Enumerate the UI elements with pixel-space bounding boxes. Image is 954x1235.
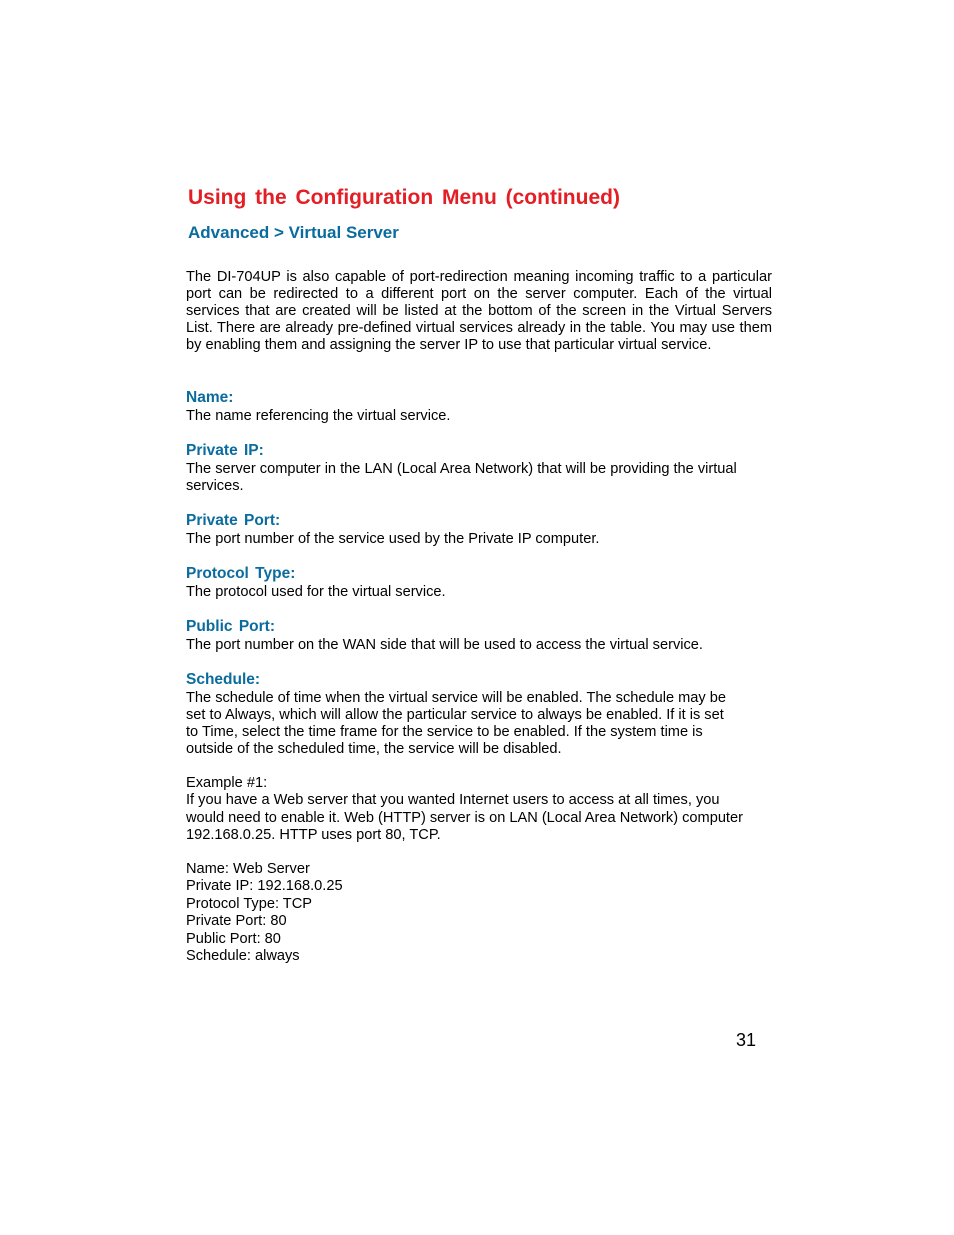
schedule-description-line: set to Always, which will allow the particular service to always be enabled. If it is set: [186, 707, 724, 723]
example-label: Example #1:: [186, 775, 268, 791]
setting-line: Schedule: always: [186, 948, 300, 965]
example-line: If you have a Web server that you wanted Internet users to access at all times, you: [186, 792, 720, 809]
setting-line: Name: Web Server: [186, 861, 310, 877]
section-subtitle: Advanced > Virtual Server: [188, 223, 399, 242]
intro-paragraph: The DI-704UP is also capable of port-redirection meaning incoming traffic to a particular port can be redirected to a different port on the server computer. Each of the virtual services that are created will be listed at the bottom of the screen in the Virtual Servers List. There are already pre-defined virtual services already in the table. You may use them by enabling them and assigning the server IP to use that particular virtual service.: [186, 269, 772, 353]
private-ip-description-line: The server computer in the LAN (Local Area Network) that will be providing the virtual: [186, 461, 737, 477]
setting-line: Public Port: 80: [186, 930, 281, 947]
private-ip-heading: Private IP:: [186, 442, 264, 459]
setting-line: Protocol Type: TCP: [186, 895, 312, 912]
private-ip-description: [186, 461, 776, 495]
name-heading: Name:: [186, 389, 234, 406]
protocol-type-heading: Protocol Type:: [186, 565, 296, 582]
example-line: 192.168.0.25. HTTP uses port 80, TCP.: [186, 827, 441, 844]
schedule-description-line: to Time, select the time frame for the service to be enabled. If the system time is: [186, 724, 703, 740]
public-port-description-line: The port number on the WAN side that will be used to access the virtual service.: [186, 637, 703, 653]
private-port-description-line: The port number of the service used by the Private IP computer.: [186, 531, 600, 547]
schedule-description-line: The schedule of time when the virtual service will be enabled. The schedule may be: [186, 690, 726, 706]
name-description-line: The name referencing the virtual service.: [186, 408, 451, 424]
public-port-description: [186, 637, 776, 654]
protocol-type-description: [186, 584, 776, 601]
page-number: 31: [736, 1030, 757, 1050]
protocol-type-description-line: The protocol used for the virtual service.: [186, 584, 446, 600]
setting-line: Private Port: 80: [186, 913, 287, 930]
schedule-description-line: outside of the scheduled time, the service will be disabled.: [186, 741, 562, 757]
example-line: would need to enable it. Web (HTTP) server is on LAN (Local Area Network) computer: [186, 809, 743, 826]
example-settings-list: [186, 861, 343, 965]
name-description: [186, 408, 776, 425]
private-ip-description-line: services.: [186, 478, 244, 494]
example-block: [186, 775, 743, 845]
setting-line: Private IP: 192.168.0.25: [186, 878, 343, 895]
page-title: Using the Configuration Menu (continued): [188, 186, 620, 209]
private-port-description: [186, 531, 776, 548]
public-port-heading: Public Port:: [186, 618, 275, 635]
schedule-description: [186, 690, 776, 758]
schedule-heading: Schedule:: [186, 671, 261, 688]
private-port-heading: Private Port:: [186, 512, 281, 529]
